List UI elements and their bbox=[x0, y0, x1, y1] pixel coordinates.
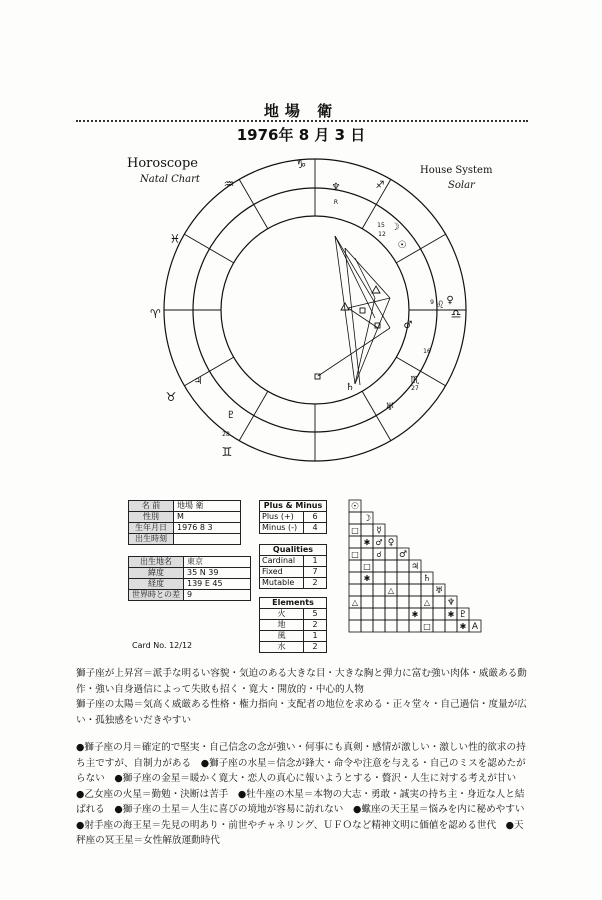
fire-value: 5 bbox=[304, 609, 327, 620]
svg-text:9: 9 bbox=[430, 299, 434, 306]
aspect-grid-planet-icon: ☉ bbox=[350, 502, 360, 512]
latitude-label: 緯度 bbox=[129, 568, 184, 579]
aspect-cell bbox=[361, 620, 373, 632]
fixed-value: 7 bbox=[304, 567, 327, 578]
svg-text:♆: ♆ bbox=[331, 182, 341, 193]
aspect-cell bbox=[409, 572, 421, 584]
aspect-cell bbox=[373, 560, 385, 572]
personal-info-table bbox=[128, 500, 241, 545]
minus-value: 4 bbox=[304, 523, 327, 534]
aspect-markers bbox=[315, 286, 380, 379]
fire-label: 火 bbox=[260, 609, 304, 620]
sun-reading: 獅子座の太陽＝気高く威厳ある性格・権力指向・支配者の地位を求める・正々堂々・自己過信・度量が広い・孤独感をいだきやすい bbox=[76, 699, 527, 726]
longitude-value: 139 E 45 bbox=[184, 579, 251, 590]
svg-text:♒: ♒ bbox=[223, 177, 235, 191]
svg-text:16: 16 bbox=[423, 348, 431, 355]
aspect-cell bbox=[373, 596, 385, 608]
svg-text:♅: ♅ bbox=[385, 402, 395, 413]
plus-minus-table bbox=[259, 500, 327, 534]
aspect-cell bbox=[397, 584, 409, 596]
aspect-mark-icon: ✱ bbox=[447, 610, 455, 619]
aspect-mark-icon: ♂ bbox=[375, 538, 383, 547]
plus-minus-title: Plus & Minus bbox=[260, 501, 327, 512]
aspect-grid-planet-icon: ♃ bbox=[410, 562, 420, 572]
earth-value: 2 bbox=[304, 620, 327, 631]
svg-text:♉: ♉ bbox=[165, 390, 177, 404]
dotted-divider bbox=[76, 120, 528, 122]
aspect-cell bbox=[421, 608, 433, 620]
aspect-cell bbox=[397, 620, 409, 632]
house-system-label: House System bbox=[420, 165, 493, 176]
water-label: 水 bbox=[260, 642, 304, 653]
aspect-cell bbox=[349, 620, 361, 632]
sex-label: 性別 bbox=[129, 512, 174, 523]
fixed-label: Fixed bbox=[260, 567, 304, 578]
plus-value: 6 bbox=[304, 512, 327, 523]
aspect-cell bbox=[361, 608, 373, 620]
horoscope-title: Horoscope bbox=[127, 156, 198, 171]
aspect-cell bbox=[397, 596, 409, 608]
reading-text bbox=[76, 666, 535, 849]
summary-tables bbox=[259, 500, 327, 653]
latitude-value: 35 N 39 bbox=[184, 568, 251, 579]
birthdate-label: 生年月日 bbox=[129, 523, 174, 534]
aspect-mark-icon: △ bbox=[351, 598, 359, 607]
svg-text:♊: ♊ bbox=[221, 445, 233, 459]
aspect-cell bbox=[433, 620, 445, 632]
aspect-mark-icon: △ bbox=[387, 586, 395, 595]
aspect-cell bbox=[373, 584, 385, 596]
elements-table bbox=[259, 597, 327, 653]
svg-text:15: 15 bbox=[377, 222, 385, 229]
aspect-cell bbox=[349, 560, 361, 572]
aspect-cell bbox=[409, 620, 421, 632]
aspect-grid-planet-icon: ♀ bbox=[387, 538, 395, 548]
aspect-cell bbox=[409, 596, 421, 608]
place-value: 東京 bbox=[184, 557, 251, 568]
aspect-cell bbox=[385, 572, 397, 584]
qualities-table bbox=[259, 544, 327, 589]
person-name-title: 地場 衛 bbox=[263, 102, 339, 120]
aspect-cell bbox=[397, 608, 409, 620]
degree-labels bbox=[222, 199, 434, 438]
zodiac-signs bbox=[150, 157, 461, 459]
aspect-mark-icon: ✱ bbox=[363, 538, 371, 547]
aspect-cell bbox=[409, 584, 421, 596]
birthdate-value: 1976 8 3 bbox=[174, 523, 241, 534]
birthtime-value bbox=[174, 534, 241, 545]
aspect-grid-planet-icon: ☿ bbox=[376, 526, 382, 536]
air-value: 1 bbox=[304, 631, 327, 642]
svg-text:♇: ♇ bbox=[226, 410, 236, 421]
aspect-cell bbox=[361, 524, 373, 536]
aspect-mark-icon: □ bbox=[351, 550, 359, 559]
aspect-mark-icon: ✱ bbox=[363, 574, 371, 583]
aspect-cell bbox=[373, 572, 385, 584]
aspect-mark-icon: □ bbox=[363, 562, 371, 571]
earth-label: 地 bbox=[260, 620, 304, 631]
svg-text:♐: ♐ bbox=[375, 180, 385, 191]
place-label: 出生地名 bbox=[129, 557, 184, 568]
longitude-label: 経度 bbox=[129, 579, 184, 590]
aspect-cell bbox=[421, 584, 433, 596]
svg-text:♄: ♄ bbox=[345, 382, 355, 393]
aspect-cell bbox=[433, 596, 445, 608]
aspect-cell bbox=[349, 608, 361, 620]
birthtime-label: 出生時刻 bbox=[129, 534, 174, 545]
aspect-cell bbox=[397, 560, 409, 572]
aspect-mark-icon: □ bbox=[423, 622, 431, 631]
aspect-cell bbox=[361, 548, 373, 560]
water-value: 2 bbox=[304, 642, 327, 653]
aspect-grid-planet-icon: ♂ bbox=[398, 550, 408, 560]
aspect-cell bbox=[349, 512, 361, 524]
aspect-mark-icon: △ bbox=[423, 598, 431, 607]
ut-offset-value: 9 bbox=[184, 590, 251, 601]
aspect-lines bbox=[318, 236, 390, 385]
aspect-grid-planet-icon: ♇ bbox=[458, 610, 468, 620]
aspect-grid-planet-icon: A bbox=[471, 622, 479, 632]
svg-text:♈: ♈ bbox=[150, 307, 161, 321]
svg-text:♎: ♎ bbox=[450, 307, 462, 321]
svg-text:♑: ♑ bbox=[295, 157, 307, 171]
name-label: 名 前 bbox=[129, 501, 174, 512]
aspect-cell bbox=[445, 620, 457, 632]
aspect-mark-icon: □ bbox=[351, 526, 359, 535]
aspect-mark-icon: ✱ bbox=[411, 610, 419, 619]
horoscope-wheel bbox=[150, 148, 480, 473]
plus-label: Plus (+) bbox=[260, 512, 304, 523]
house-cusps bbox=[164, 159, 466, 461]
aspect-cell bbox=[385, 608, 397, 620]
svg-text:♓: ♓ bbox=[169, 232, 181, 246]
aspect-cell bbox=[397, 572, 409, 584]
air-label: 風 bbox=[260, 631, 304, 642]
sex-value: M bbox=[174, 512, 241, 523]
cardinal-label: Cardinal bbox=[260, 556, 304, 567]
svg-text:☽: ☽ bbox=[390, 222, 400, 233]
planets-reading: ●獅子座の月＝確定的で堅実・自己信念の念が強い・何事にも真剣・感情が激しい・激しい性的欲求の持ち主ですが、自制力がある ●獅子座の水星＝信念が鋒大・命令や注意を与える・自己のミスを認めたがらない ●獅子座の金星＝暖かく寛大・恋人の真心に報いようとする・贅沢・人生に対する考えが甘い ●乙女座の火星＝勤勉・決断は苦手 ●牡牛座の木星＝本物の大志・勇敢・誠実の持ち主・身近な人と結ばれる ●獅子座の土星＝人生に喜びの境地が容易に訪れない ●蠍座の天王星＝悩みを内に秘めやすい ●射手座の海王星＝先見の明あり・前世やチャネリング、ＵＦＯなど精神文明に価値を認める世代 ●天秤座の冥王星＝女性解放運動時代 bbox=[76, 742, 535, 846]
aspect-grid-planet-icon: ♆ bbox=[446, 598, 456, 608]
aspect-cell bbox=[349, 536, 361, 548]
svg-text:☉: ☉ bbox=[397, 240, 407, 251]
house-system-value: Solar bbox=[448, 180, 475, 191]
svg-text:♃: ♃ bbox=[193, 376, 203, 387]
aspect-cell bbox=[349, 572, 361, 584]
minus-label: Minus (-) bbox=[260, 523, 304, 534]
aspect-cell bbox=[361, 584, 373, 596]
aspect-cell bbox=[433, 608, 445, 620]
birth-date-title: 1976年 8 月 3 日 bbox=[236, 126, 366, 144]
sign-ring bbox=[193, 188, 437, 432]
elements-title: Elements bbox=[260, 598, 327, 609]
svg-text:♏: ♏ bbox=[410, 375, 420, 386]
mutable-value: 2 bbox=[304, 578, 327, 589]
qualities-title: Qualities bbox=[260, 545, 327, 556]
svg-text:12: 12 bbox=[378, 231, 386, 238]
ascendant-reading: 獅子座が上昇宮＝派手な明るい容貌・気迫のある大きな目・大きな胸と弾力に富む強い肉体・威厳ある動作・強い自身過信によって失敗も招く・寛大・開放的・中心的人物 bbox=[76, 668, 527, 695]
card-number: Card No. 12/12 bbox=[132, 641, 193, 650]
horoscope-subtitle: Natal Chart bbox=[140, 174, 200, 185]
aspect-grid bbox=[345, 496, 485, 641]
ut-offset-label: 世界時との差 bbox=[129, 590, 184, 601]
mutable-label: Mutable bbox=[260, 578, 304, 589]
aspect-cell bbox=[385, 548, 397, 560]
aspect-cell bbox=[373, 608, 385, 620]
aspect-cell bbox=[349, 584, 361, 596]
svg-text:♀: ♀ bbox=[446, 295, 454, 306]
birthplace-info-table bbox=[128, 556, 251, 601]
aspect-grid-planet-icon: ☽ bbox=[362, 514, 372, 524]
svg-text:♂: ♂ bbox=[403, 320, 413, 331]
cardinal-value: 1 bbox=[304, 556, 327, 567]
aspect-mark-icon: ☌ bbox=[376, 550, 382, 559]
aspect-mark-icon: ✱ bbox=[459, 622, 467, 631]
svg-text:28: 28 bbox=[222, 431, 230, 438]
aspect-cell bbox=[385, 560, 397, 572]
aspect-cell bbox=[373, 620, 385, 632]
aspect-grid-planet-icon: ♅ bbox=[434, 586, 444, 596]
svg-text:♌: ♌ bbox=[435, 300, 445, 311]
aspect-grid-planet-icon: ♄ bbox=[422, 574, 432, 584]
svg-text:27: 27 bbox=[411, 385, 419, 392]
name-value: 地場 衛 bbox=[174, 501, 241, 512]
aspect-cell bbox=[385, 596, 397, 608]
aspect-cell bbox=[361, 596, 373, 608]
aspect-cell bbox=[385, 620, 397, 632]
svg-text:R: R bbox=[333, 199, 339, 206]
